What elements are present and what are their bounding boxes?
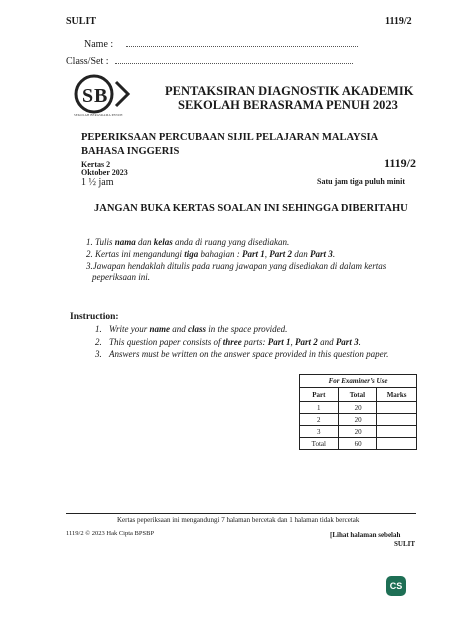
row-marks bbox=[377, 426, 417, 438]
malay-instruction-3-continued: peperiksaan ini. bbox=[92, 272, 150, 282]
malay-instruction-2: 2. Kertas ini mengandungi tiga bahagian : Part 1, Part 2 dan Part 3. bbox=[86, 249, 336, 259]
english-instruction-1: 1. Write your name and class in the space provided. bbox=[95, 324, 288, 334]
total-label: Total bbox=[300, 438, 339, 450]
malay-instruction-1: 1. Tulis nama dan kelas anda di ruang yang disediakan. bbox=[86, 237, 290, 247]
row-marks bbox=[377, 414, 417, 426]
sulit-label: SULIT bbox=[66, 16, 97, 27]
table-row bbox=[300, 402, 417, 414]
do-not-open-warning: JANGAN BUKA KERTAS SOALAN INI SEHINGGA DIBERITAHU bbox=[94, 203, 408, 214]
table-total-row bbox=[300, 438, 417, 450]
svg-text:B: B bbox=[94, 85, 108, 107]
page-count-note: Kertas peperiksaan ini mengandungi 7 halaman bercetak dan 1 halaman tidak bercetak bbox=[117, 516, 360, 524]
row-part: 3 bbox=[300, 426, 339, 438]
english-instruction-2: 2. This question paper consists of three parts: Part 1, Part 2 and Part 3. bbox=[95, 337, 361, 347]
table-row bbox=[300, 426, 417, 438]
sulit-footer-label: SULIT bbox=[394, 540, 416, 548]
svg-text:S: S bbox=[82, 85, 94, 107]
table-header-part: Part bbox=[300, 388, 339, 402]
paper-number: Kertas 2 bbox=[81, 160, 111, 169]
row-total: 20 bbox=[338, 426, 377, 438]
total-marks bbox=[377, 438, 417, 450]
assessment-title-line1: PENTAKSIRAN DIAGNOSTIK AKADEMIK bbox=[165, 84, 414, 98]
name-dotted-line bbox=[126, 38, 358, 47]
name-label: Name : bbox=[84, 39, 114, 50]
next-page-note: [Lihat halaman sebelah bbox=[330, 531, 401, 539]
class-field bbox=[66, 55, 353, 67]
logo-caption: SEKOLAH BERASRAMA PENUH bbox=[74, 113, 123, 117]
examiner-marks-table bbox=[299, 374, 417, 450]
table-header-marks: Marks bbox=[377, 388, 417, 402]
row-part: 1 bbox=[300, 402, 339, 414]
paper-code: 1119/2 bbox=[384, 156, 417, 170]
name-field bbox=[84, 38, 358, 50]
exam-name: PEPERIKSAAN PERCUBAAN SIJIL PELAJARAN MALAYSIA bbox=[81, 132, 379, 143]
class-dotted-line bbox=[115, 55, 353, 64]
row-part: 2 bbox=[300, 414, 339, 426]
footer-divider bbox=[66, 513, 416, 514]
instruction-heading: Instruction: bbox=[70, 312, 119, 322]
english-instruction-3: 3. Answers must be written on the answer space provided in this question paper. bbox=[95, 349, 389, 359]
exam-duration: 1 ½ jam bbox=[81, 177, 114, 188]
assessment-title-line2: SEKOLAH BERASRAMA PENUH 2023 bbox=[178, 98, 398, 112]
row-total: 20 bbox=[338, 402, 377, 414]
camscanner-badge-icon: CS bbox=[386, 576, 406, 596]
copyright-note: 1119/2 © 2023 Hak Cipta BPSBP bbox=[66, 530, 155, 537]
table-header-total: Total bbox=[338, 388, 377, 402]
row-total: 20 bbox=[338, 414, 377, 426]
examiner-table-caption: For Examiner’s Use bbox=[300, 375, 417, 388]
total-value: 60 bbox=[338, 438, 377, 450]
paper-code-top: 1119/2 bbox=[385, 16, 412, 27]
row-marks bbox=[377, 402, 417, 414]
duration-words: Satu jam tiga puluh minit bbox=[317, 177, 406, 186]
malay-instruction-3: 3.Jawapan hendaklah ditulis pada ruang jawapan yang disediakan di dalam kertas bbox=[86, 261, 387, 271]
table-row bbox=[300, 414, 417, 426]
sbp-logo-icon bbox=[74, 74, 134, 126]
class-label: Class/Set : bbox=[66, 56, 109, 67]
exam-date: Oktober 2023 bbox=[81, 168, 128, 177]
subject-name: BAHASA INGGERIS bbox=[81, 146, 180, 157]
